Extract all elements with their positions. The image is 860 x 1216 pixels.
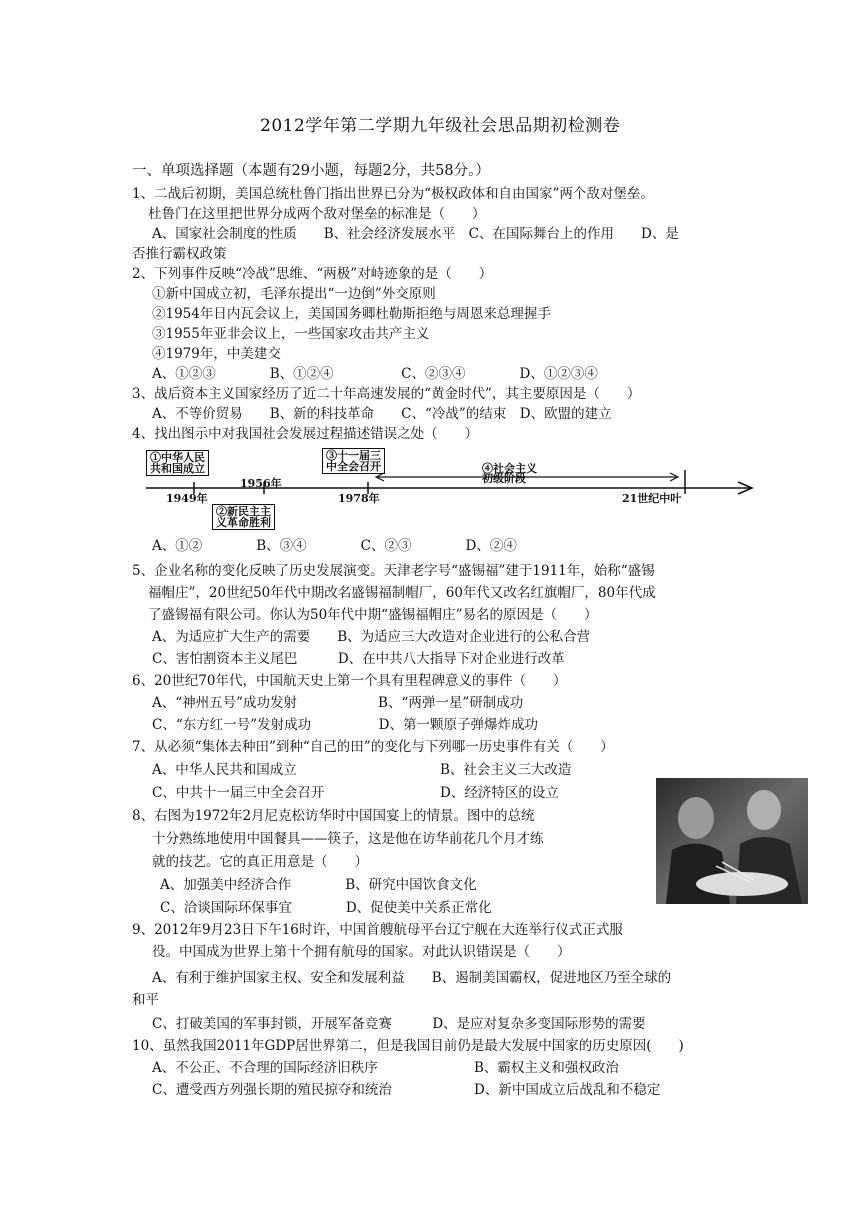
question-5: 5、企业名称的变化反映了历史发展演变。天津老字号“盛锡福”建于1911年，始称“盛锡 xyxy=(132,563,655,579)
question-options: C、打破美国的军事封锁，开展军备竞赛 D、是应对复杂多变国际形势的需要 xyxy=(152,1016,646,1032)
question-line: 十分熟练地使用中国餐具——筷子，这是他在访华前花几个月才练 xyxy=(152,831,544,847)
timeline-box-1: ①中华人民 共和国成立 xyxy=(146,450,209,476)
page-title: 2012学年第二学期九年级社会思品期初检测卷 xyxy=(260,116,621,136)
question-options: C、害怕割资本主义尾巴 D、在中共八大指导下对企业进行改革 xyxy=(152,651,565,667)
timeline-box-3: ③十一届三 中全会召开 xyxy=(322,448,385,474)
nixon-banquet-photo xyxy=(656,778,808,904)
question-10: 10、虽然我国2011年GDP居世界第二，但是我国目前仍是最大发展中国家的历史原因( ) xyxy=(132,1038,684,1054)
question-line: 杜鲁门在这里把世界分成两个敌对堡垒的标准是（ ） xyxy=(148,206,486,222)
question-options: A、“神州五号”成功发射 B、“两弹一星”研制成功 xyxy=(152,695,524,711)
question-line: 否推行霸权政策 xyxy=(132,246,227,262)
question-2: 2、下列事件反映“冷战”思维、“两极”对峙迹象的是（ ） xyxy=(132,266,493,282)
question-options: A、①②③ B、①②④ C、②③④ D、①②③④ xyxy=(152,366,598,382)
section-heading: 一、单项选择题（本题有29小题，每题2分，共58分。） xyxy=(132,163,490,179)
question-6: 6、20世纪70年代，中国航天史上第一个具有里程碑意义的事件（ ） xyxy=(132,673,567,689)
question-line: ③1955年亚非会议上，一些国家攻击共产主义 xyxy=(152,326,430,342)
timeline-box-2: ②新民主主 义革命胜利 xyxy=(212,504,275,530)
question-option-c: C、遭受西方列强长期的殖民掠夺和统治 xyxy=(152,1082,392,1098)
question-line: 和平 xyxy=(132,992,159,1008)
timeline-diagram xyxy=(140,444,760,530)
question-option-c: C、中共十一届三中全会召开 xyxy=(152,785,325,801)
question-4: 4、找出图示中对我国社会发展过程描述错误之处（ ） xyxy=(132,426,479,442)
timeline-year-1978: 1978年 xyxy=(338,492,380,505)
question-option-d: D、新中国成立后战乱和不稳定 xyxy=(474,1082,661,1098)
question-line: 就的技艺。它的真正用意是（ ） xyxy=(152,854,368,870)
timeline-box-4: ④社会主义 初级阶段 xyxy=(482,462,537,485)
question-line: ②1954年日内瓦会议上，美国国务卿杜勒斯拒绝与周恩来总理握手 xyxy=(152,306,551,322)
question-options: C、“东方红一号”发射成功 D、第一颗原子弹爆炸成功 xyxy=(152,717,538,733)
question-line: ①新中国成立初，毛泽东提出“一边倒”外交原则 xyxy=(152,286,436,302)
question-options: A、①② B、③④ C、②③ D、②④ xyxy=(152,538,517,554)
question-options: C、洽谈国际环保事宜 D、促使美中关系正常化 xyxy=(160,900,492,916)
timeline-year-21c: 21世纪中叶 xyxy=(622,492,682,505)
question-options: A、为适应扩大生产的需要 B、为适应三大改造对企业进行的公私合营 xyxy=(152,629,591,645)
question-option-d: D、经济特区的设立 xyxy=(440,785,559,801)
question-9: 9、2012年9月23日下午16时许，中国首艘航母平台辽宁舰在大连举行仪式正式服 xyxy=(132,922,623,938)
question-option-b: B、霸权主义和强权政治 xyxy=(474,1060,619,1076)
question-1: 1、二战后初期，美国总统杜鲁门指出世界已分为“极权政体和自由国家”两个敌对堡垒。 xyxy=(132,186,654,202)
timeline-year-1956: 1956年 xyxy=(240,477,282,490)
question-7: 7、从必须“集体去种田”到种“自己的田”的变化与下列哪一历史事件有关（ ） xyxy=(132,739,614,755)
question-option-b: B、社会主义三大改造 xyxy=(440,762,572,778)
question-line: ④1979年，中美建交 xyxy=(152,346,281,362)
question-line: 福帽庄”，20世纪50年代中期改名盛锡福制帽厂，60年代又改名红旗帽厂，80年代成 xyxy=(148,585,656,601)
question-8: 8、右图为1972年2月尼克松访华时中国国宴上的情景。图中的总统 xyxy=(132,808,535,824)
question-options: A、有利于维护国家主权、安全和发展利益 B、遏制美国霸权，促进地区乃至全球的 xyxy=(152,970,672,986)
question-options: A、不等价贸易 B、新的科技革命 C、“冷战”的结束 D、欧盟的建立 xyxy=(152,406,612,422)
timeline-year-1949: 1949年 xyxy=(166,492,208,505)
question-option-a: A、中华人民共和国成立 xyxy=(152,762,297,778)
question-line: 役。中国成为世界上第十个拥有航母的国家。对此认识错误是（ ） xyxy=(152,944,571,960)
question-line: 了盛锡福有限公司。你认为50年代中期“盛锡福帽庄”易名的原因是（ ） xyxy=(148,607,598,623)
question-options: A、国家社会制度的性质 B、社会经济发展水平 C、在国际舞台上的作用 D、是 xyxy=(152,226,679,242)
question-3: 3、战后资本主义国家经历了近二十年高速发展的“黄金时代”，其主要原因是（ ） xyxy=(132,386,641,402)
question-options: A、加强美中经济合作 B、研究中国饮食文化 xyxy=(160,877,477,893)
question-option-a: A、不公正、不合理的国际经济旧秩序 xyxy=(152,1060,378,1076)
